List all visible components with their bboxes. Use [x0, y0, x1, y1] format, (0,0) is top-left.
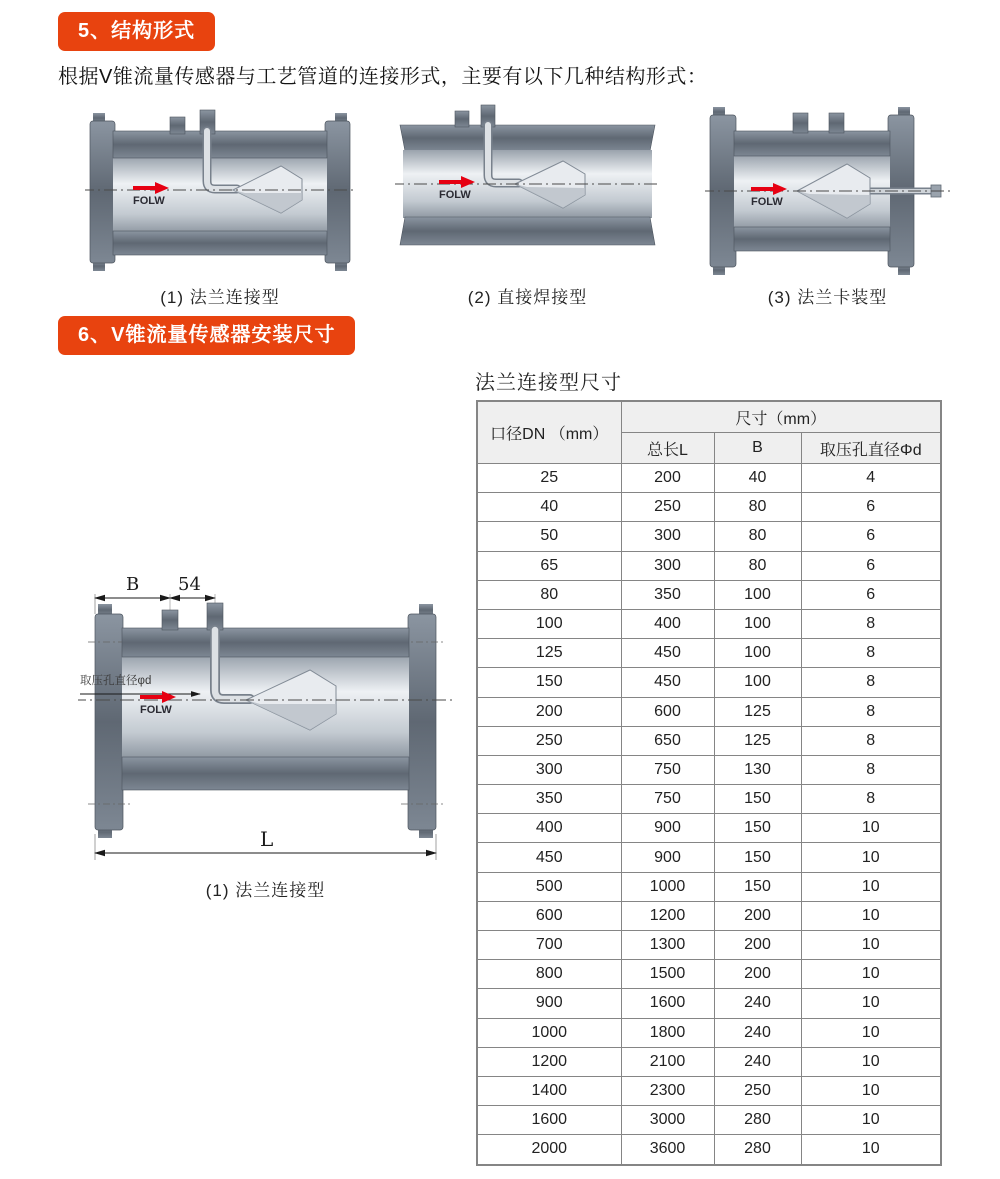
- table-row: [477, 901, 941, 930]
- table-cell: 150: [477, 668, 621, 697]
- flange-dimension-table: [476, 400, 942, 1166]
- table-cell: 150: [714, 814, 801, 843]
- table-cell: 8: [801, 609, 941, 638]
- table-row: [477, 785, 941, 814]
- table-cell: 6: [801, 493, 941, 522]
- column-header-tap-diameter: 取压孔直径Φd: [801, 433, 941, 464]
- weld-sensor-drawing: [395, 103, 660, 281]
- table-cell: 240: [714, 1018, 801, 1047]
- table-cell: 10: [801, 872, 941, 901]
- table-cell: 10: [801, 931, 941, 960]
- table-header-row-1: [477, 401, 941, 433]
- flow-label: FOLW: [751, 196, 783, 208]
- table-cell: 700: [477, 931, 621, 960]
- figure3-caption: (3) 法兰卡装型: [767, 288, 888, 307]
- table-cell: 240: [714, 1047, 801, 1076]
- table-cell: 130: [714, 755, 801, 784]
- dimension-b-label: B: [126, 574, 140, 595]
- table-row: [477, 989, 941, 1018]
- flow-label: FOLW: [439, 189, 471, 201]
- table-cell: 2000: [477, 1135, 621, 1165]
- table-cell: 10: [801, 814, 941, 843]
- table-row: [477, 726, 941, 755]
- table-cell: 450: [477, 843, 621, 872]
- table-cell: 3000: [621, 1106, 714, 1135]
- table-cell: 200: [714, 960, 801, 989]
- table-cell: 450: [621, 668, 714, 697]
- table-row: [477, 931, 941, 960]
- table-cell: 125: [714, 726, 801, 755]
- table-cell: 100: [714, 639, 801, 668]
- table-cell: 80: [714, 522, 801, 551]
- table-row: [477, 1135, 941, 1165]
- flow-label: FOLW: [140, 704, 172, 716]
- table-cell: 250: [714, 1076, 801, 1105]
- table-cell: 8: [801, 697, 941, 726]
- table-row: [477, 668, 941, 697]
- table-cell: 8: [801, 726, 941, 755]
- table-cell: 10: [801, 1047, 941, 1076]
- table-row: [477, 522, 941, 551]
- table-row: [477, 609, 941, 638]
- table-cell: 10: [801, 989, 941, 1018]
- table-cell: 600: [477, 901, 621, 930]
- table-cell: 100: [714, 609, 801, 638]
- table-row: [477, 1047, 941, 1076]
- column-header-dn: 口径DN （mm）: [477, 401, 621, 464]
- table-cell: 125: [714, 697, 801, 726]
- table-cell: 65: [477, 551, 621, 580]
- table-row: [477, 1076, 941, 1105]
- figure-flange-connection: [85, 103, 355, 307]
- table-cell: 900: [621, 814, 714, 843]
- table-cell: 4: [801, 464, 941, 493]
- table-cell: 400: [621, 609, 714, 638]
- table-cell: 200: [621, 464, 714, 493]
- table-cell: 80: [714, 551, 801, 580]
- table-cell: 280: [714, 1135, 801, 1165]
- table-body: [477, 464, 941, 1165]
- table-cell: 600: [621, 697, 714, 726]
- table-cell: 6: [801, 522, 941, 551]
- section5-title-badge: 5、结构形式: [58, 12, 215, 51]
- table-cell: 8: [801, 639, 941, 668]
- table-cell: 300: [621, 551, 714, 580]
- table-cell: 100: [714, 580, 801, 609]
- table-cell: 500: [477, 872, 621, 901]
- table-cell: 1000: [477, 1018, 621, 1047]
- table-cell: 125: [477, 639, 621, 668]
- table-cell: 200: [714, 931, 801, 960]
- table-cell: 250: [621, 493, 714, 522]
- flange-sensor-drawing: [85, 103, 355, 281]
- table-cell: 150: [714, 785, 801, 814]
- table-cell: 10: [801, 1135, 941, 1165]
- table-cell: 40: [477, 493, 621, 522]
- table-cell: 250: [477, 726, 621, 755]
- table-row: [477, 872, 941, 901]
- table-cell: 450: [621, 639, 714, 668]
- table-cell: 10: [801, 1106, 941, 1135]
- section6-title-badge: 6、V锥流量传感器安装尺寸: [58, 316, 355, 355]
- table-cell: 10: [801, 843, 941, 872]
- table-cell: 1200: [477, 1047, 621, 1076]
- table-cell: 6: [801, 551, 941, 580]
- table-cell: 300: [621, 522, 714, 551]
- column-group-header-size: 尺寸（mm）: [621, 401, 941, 433]
- table-cell: 50: [477, 522, 621, 551]
- table-cell: 750: [621, 755, 714, 784]
- table-cell: 150: [714, 843, 801, 872]
- table-cell: 400: [477, 814, 621, 843]
- installation-dimension-drawing: [78, 572, 453, 872]
- table-cell: 10: [801, 960, 941, 989]
- tap-hole-diameter-label: 取压孔直径φd: [80, 675, 152, 687]
- table-cell: 1600: [477, 1106, 621, 1135]
- table-cell: 10: [801, 1018, 941, 1047]
- table-cell: 1600: [621, 989, 714, 1018]
- table-cell: 80: [477, 580, 621, 609]
- table-cell: 80: [714, 493, 801, 522]
- table-cell: 2300: [621, 1076, 714, 1105]
- table-cell: 100: [477, 609, 621, 638]
- table-cell: 40: [714, 464, 801, 493]
- table-cell: 300: [477, 755, 621, 784]
- table-cell: 350: [477, 785, 621, 814]
- table-row: [477, 843, 941, 872]
- section5-intro-text: 根据V锥流量传感器与工艺管道的连接形式，主要有以下几种结构形式：: [58, 66, 708, 88]
- clamp-sensor-drawing: [705, 103, 950, 281]
- table-cell: 10: [801, 901, 941, 930]
- table-cell: 800: [477, 960, 621, 989]
- flow-label: FOLW: [133, 195, 165, 207]
- table-cell: 150: [714, 872, 801, 901]
- figure2-caption: (2) 直接焊接型: [467, 288, 588, 307]
- table-cell: 10: [801, 1076, 941, 1105]
- table-cell: 25: [477, 464, 621, 493]
- table-row: [477, 960, 941, 989]
- table-cell: 2100: [621, 1047, 714, 1076]
- figure-direct-weld: [395, 103, 660, 307]
- table-cell: 8: [801, 668, 941, 697]
- table-cell: 1000: [621, 872, 714, 901]
- table-cell: 1800: [621, 1018, 714, 1047]
- table-cell: 1400: [477, 1076, 621, 1105]
- dimension-table-container: [476, 400, 942, 1166]
- table-cell: 650: [621, 726, 714, 755]
- table-row: [477, 1018, 941, 1047]
- table-row: [477, 697, 941, 726]
- flange-type-dimension-drawing: [78, 572, 453, 872]
- table-cell: 1500: [621, 960, 714, 989]
- table-row: [477, 551, 941, 580]
- table-cell: 280: [714, 1106, 801, 1135]
- table-row: [477, 580, 941, 609]
- dimension-54-label: 54: [178, 574, 201, 595]
- drawing-caption: (1) 法兰连接型: [205, 881, 326, 900]
- figure-flange-clamp: [705, 103, 950, 307]
- table-cell: 1200: [621, 901, 714, 930]
- table-row: [477, 639, 941, 668]
- table-cell: 100: [714, 668, 801, 697]
- table-cell: 3600: [621, 1135, 714, 1165]
- table-row: [477, 755, 941, 784]
- dimension-l-label: L: [260, 827, 274, 851]
- table-row: [477, 814, 941, 843]
- figure1-caption: (1) 法兰连接型: [160, 288, 280, 307]
- column-header-total-length: 总长L: [621, 433, 714, 464]
- table-cell: 200: [714, 901, 801, 930]
- table-cell: 1300: [621, 931, 714, 960]
- table-row: [477, 464, 941, 493]
- table-cell: 8: [801, 785, 941, 814]
- table-cell: 350: [621, 580, 714, 609]
- table-cell: 6: [801, 580, 941, 609]
- table-row: [477, 493, 941, 522]
- table-cell: 900: [477, 989, 621, 1018]
- table-cell: 750: [621, 785, 714, 814]
- table-title: 法兰连接型尺寸: [475, 372, 622, 394]
- table-cell: 900: [621, 843, 714, 872]
- column-header-b: B: [714, 433, 801, 464]
- table-cell: 8: [801, 755, 941, 784]
- table-cell: 240: [714, 989, 801, 1018]
- table-row: [477, 1106, 941, 1135]
- table-cell: 200: [477, 697, 621, 726]
